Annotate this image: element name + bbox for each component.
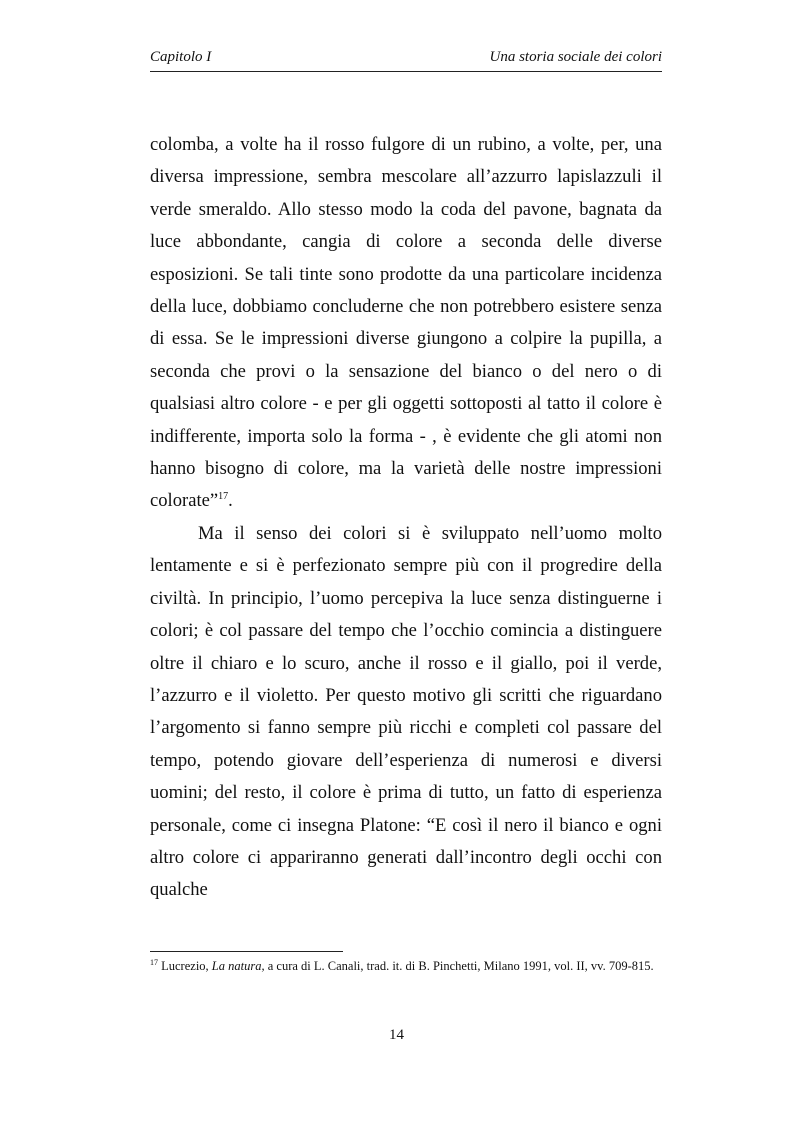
paragraph-text: colomba, a volte ha il rosso fulgore di un rubino, a volte, per, una diversa impressione, sembra mescolare all’azzurro lapislazzuli il verde smeraldo. Allo stesso modo la coda del pavone, bagnata da luce abbondante, cangia di colore a seconda delle diverse esposizioni. Se tali tinte sono prodotte da una particolare incidenza della luce, dobbiamo concluderne che non potrebbero esistere senza di essa. Se le impressioni diverse giungono a colpire la pupilla, a seconda che provi o la sensazione del bianco o del nero o di qualsiasi altro colore - e per gli oggetti sottoposti al tatto il colore è indifferente, importa solo la forma - , è evidente che gli atomi non hanno bisogno di colore, ma la varietà delle nostre impressioni colorate” (150, 134, 662, 512)
paragraph (150, 129, 662, 518)
page-number: 14 (389, 1027, 404, 1043)
chapter-label: Capitolo I (150, 49, 212, 65)
footnote-author: Lucrezio, (161, 959, 209, 973)
body-text (150, 129, 662, 907)
footnote-number: 17 (150, 957, 158, 967)
footnote-reference: 17 (218, 491, 229, 503)
footnote-work-title: La natura, (211, 959, 265, 973)
footnote-details: a cura di L. Canali, trad. it. di B. Pinchetti, Milano 1991, vol. II, vv. 709-815. (267, 959, 654, 973)
chapter-title: Una storia sociale dei colori (489, 49, 662, 65)
paragraph (150, 518, 662, 907)
footnote (150, 958, 662, 974)
running-header (150, 47, 662, 72)
paragraph-text: Ma il senso dei colori si è sviluppato nell’uomo molto lentamente e si è perfezionato sempre più con il progredire della civiltà. In principio, l’uomo percepiva la luce senza distinguerne i colori; è col passare del tempo che l’occhio comincia a distinguere oltre il chiaro e lo scuro, anche il rosso e il giallo, poi il verde, l’azzurro e il violetto. Per questo motivo gli scritti che riguardano l’argomento si fanno sempre più ricchi e completi col passare del tempo, potendo giovare dell’esperienza di numerosi e diversi uomini; del resto, il colore è prima di tutto, un fatto di esperienza personale, come ci insegna Platone: “E così il nero il bianco e ogni altro colore ci appariranno generati dall’incontro degli occhi con qualche (150, 522, 662, 901)
paragraph-end: . (228, 490, 233, 512)
footnote-divider (150, 951, 343, 952)
